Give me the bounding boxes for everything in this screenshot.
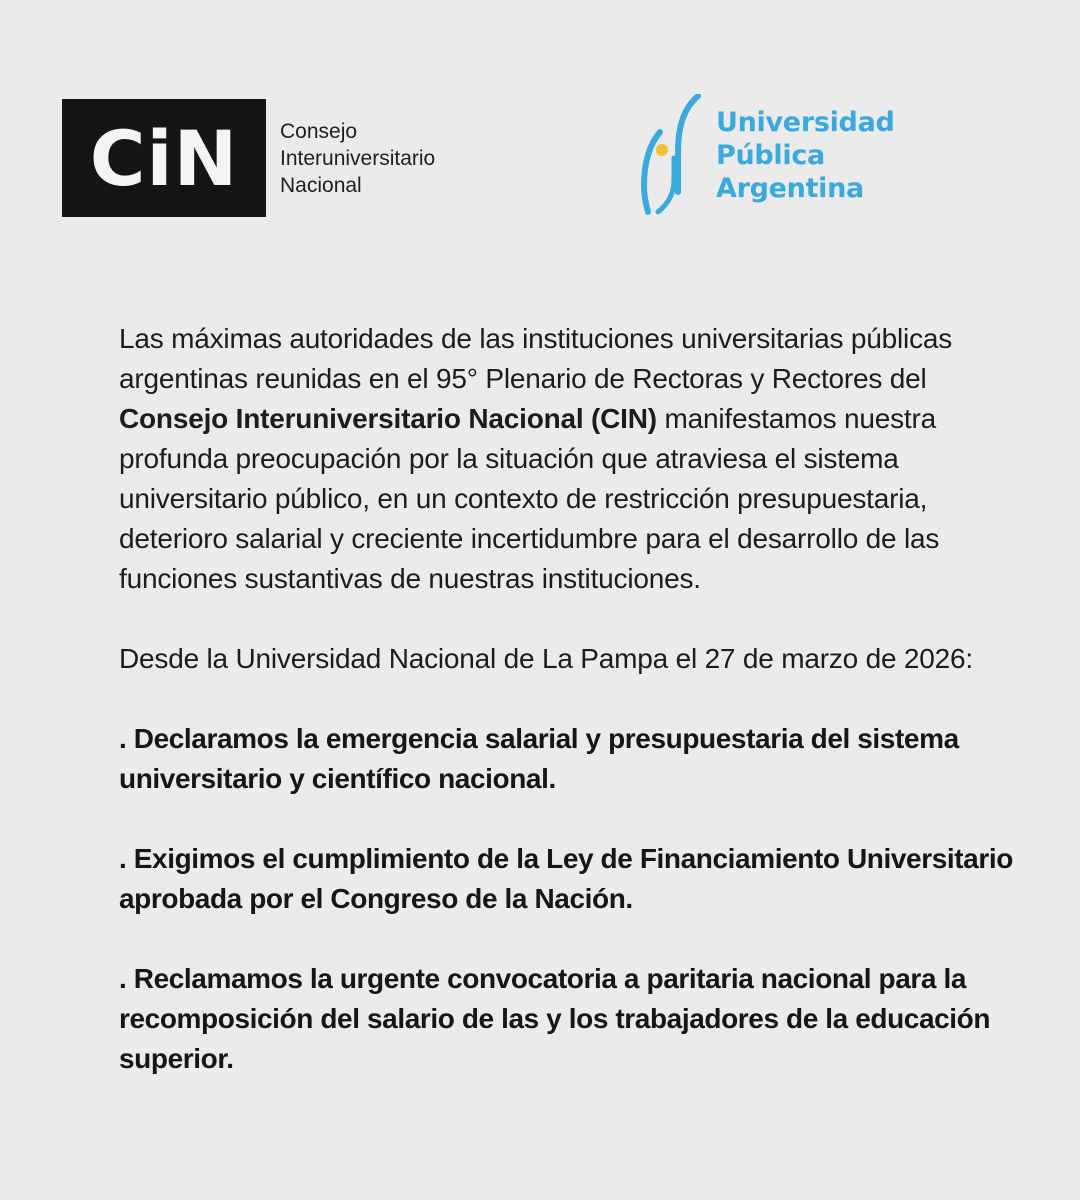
- upa-logo-text: [716, 106, 895, 205]
- upa-logo-line: Pública: [716, 139, 825, 171]
- demand-item: . Exigimos el cumplimiento de la Ley de Financiamiento Universitario aprobada por el Congreso de la Nación.: [119, 843, 1013, 914]
- intro-paragraph: [119, 319, 1019, 599]
- cin-logo-line: Consejo: [280, 119, 358, 143]
- cin-logo-line: Nacional: [280, 173, 362, 197]
- intro-text-continued: manifestamos nuestra profunda preocupación por la situación que atraviesa el sistema universitario público, en un contexto de restricción presupuestaria, deterioro salarial y creciente incertidumbre para el desarrollo de las funciones sustantivas de nuestras instituciones.: [119, 403, 940, 594]
- demand-item: . Declaramos la emergencia salarial y presupuestaria del sistema universitario y científico nacional.: [119, 723, 959, 794]
- cin-logo: [62, 99, 435, 217]
- intro-text: Las máximas autoridades de las instituciones universitarias públicas argentinas reunidas en el 95° Plenario de Rectoras y Rectores del: [119, 323, 953, 394]
- header: [0, 0, 1080, 260]
- demands-list: [119, 719, 1019, 1079]
- cin-logo-line: Interuniversitario: [280, 146, 436, 170]
- dateline: Desde la Universidad Nacional de La Pampa el 27 de marzo de 2026:: [119, 643, 973, 674]
- upa-logo-line: Universidad: [716, 106, 895, 138]
- demand-item: . Reclamamos la urgente convocatoria a paritaria nacional para la recomposición del salario de las y los trabajadores de la educación superior.: [119, 963, 991, 1074]
- cin-logo-abbr: CiN: [89, 113, 239, 203]
- upa-logo: [638, 94, 895, 216]
- intro-organization-name: Consejo Interuniversitario Nacional (CIN): [119, 403, 657, 434]
- statement: [119, 319, 1019, 1119]
- cin-logo-text: [280, 118, 435, 199]
- upa-logo-mark-icon: [638, 94, 704, 216]
- upa-logo-line: Argentina: [716, 172, 864, 204]
- cin-logo-box: [62, 99, 266, 217]
